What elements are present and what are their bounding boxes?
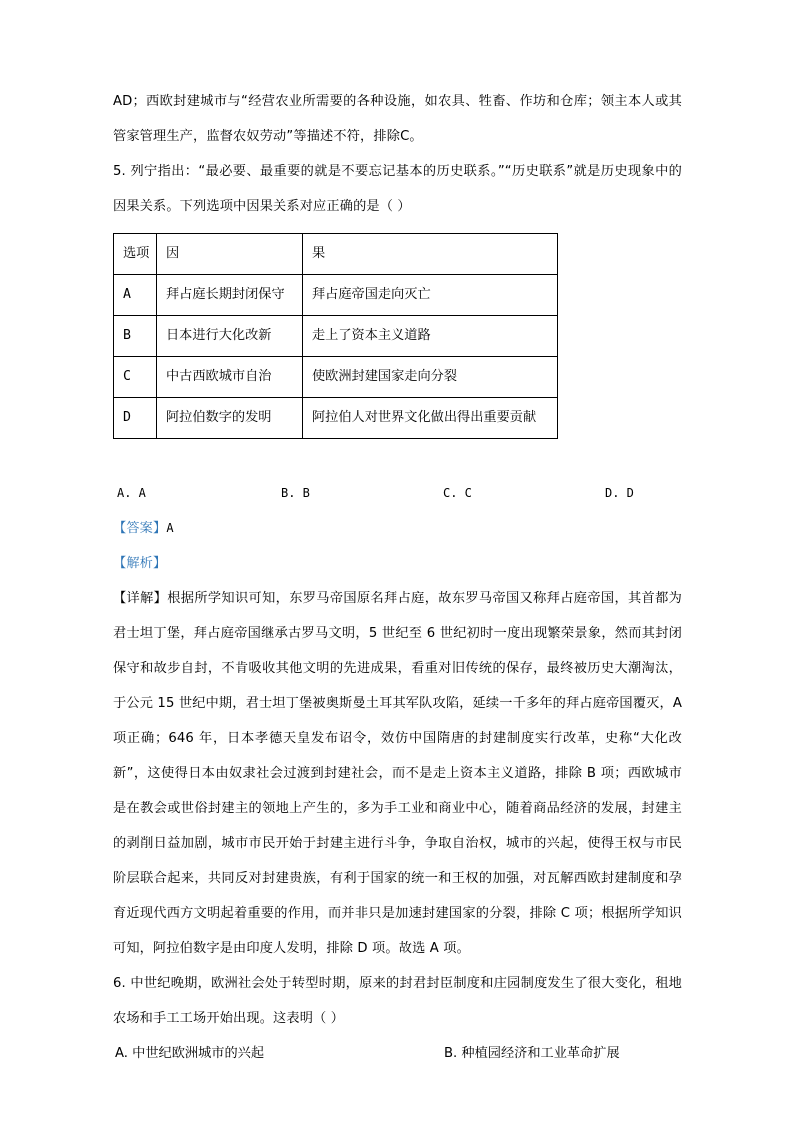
- question5-choice-a[interactable]: A. A: [117, 486, 146, 500]
- table-cell-effect: 走上了资本主义道路: [303, 316, 558, 357]
- question5-choices: [113, 476, 682, 511]
- detail-text: 根据所学知识可知，东罗马帝国原名拜占庭，故东罗马帝国又称拜占庭帝国，其首都为君士坦丁堡，拜占庭帝国继承古罗马文明，5 世纪至 6 世纪初时一度出现繁荣景象，然而其封闭保守和故步自封，不肯吸收其他文明的先进成果，看重对旧传统的保存，最终被历史大潮淘汰，于公元 15 世纪中期，君士坦丁堡被奥斯曼土耳其军队攻陷，延续一千多年的拜占庭帝国覆灭，A 项正确；646 年，日本孝德天皇发布诏令，效仿中国隋唐的封建制度实行改革，史称“大化改新”，这使得日本由奴隶社会过渡到封建社会，而不是走上资本主义道路，排除 B 项；西欧城市是在教会或世俗封建主的领地上产生的，多为手工业和商业中心，随着商品经济的发展，封建主的剥削日益加剧，城市市民开始于封建主进行斗争，争取自治权，城市的兴起，使得王权与市民阶层联合起来，共同反对封建贵族，有利于国家的统一和王权的加强，对瓦解西欧封建制度和孕育近现代西方文明起着重要的作用，而并非只是加速封建国家的分裂，排除 C 项；根据所学知识可知，阿拉伯数字是由印度人发明，排除 D 项。故选 A 项。: [113, 591, 682, 956]
- table-row: [114, 357, 558, 398]
- table-cell-cause: 中古西欧城市自治: [157, 357, 303, 398]
- continuation-paragraph: AD；西欧封建城市与“经营农业所需要的各种设施，如农具、牲畜、作坊和仓库；领主本人或其管家管理生产，监督农奴劳动”等描述不符，排除C。: [113, 94, 682, 144]
- table-bottom-spacer: [113, 439, 682, 476]
- cause-effect-table-wrapper: [113, 233, 682, 439]
- table-cell-cause: 日本进行大化改新: [157, 316, 303, 357]
- table-cell-cause: 拜占庭长期封闭保守: [157, 275, 303, 316]
- table-cell-option: C: [114, 357, 157, 398]
- question6-choices: [113, 1036, 682, 1071]
- table-cell-option: D: [114, 398, 157, 439]
- question6-choice-a[interactable]: A. 中世纪欧洲城市的兴起: [115, 1046, 265, 1061]
- detail-paragraph: [113, 581, 682, 966]
- question5-choice-c[interactable]: C. C: [443, 486, 472, 500]
- question5-choice-b[interactable]: B. B: [281, 486, 310, 500]
- table-row: [114, 275, 558, 316]
- table-row: [114, 316, 558, 357]
- question6-stem: 6. 中世纪晚期，欧洲社会处于转型时期，原来的封君封臣制度和庄园制度发生了很大变化，租地农场和手工工场开始出现。这表明（ ）: [113, 976, 682, 1026]
- table-header-option: 选项: [114, 234, 157, 275]
- table-cell-effect: 阿拉伯人对世界文化做出得出重要贡献: [303, 398, 558, 439]
- cause-effect-table: [113, 233, 558, 439]
- table-cell-cause: 阿拉伯数字的发明: [157, 398, 303, 439]
- answer-label: 【答案】: [113, 521, 167, 536]
- table-header-row: [114, 234, 558, 275]
- analysis-label: 【解析】: [113, 556, 167, 571]
- table-cell-option: A: [114, 275, 157, 316]
- question5-stem: 5. 列宁指出：“最必要、最重要的就是不要忘记基本的历史联系。”“历史联系”就是历史现象中的因果关系。下列选项中因果关系对应正确的是（ ）: [113, 164, 682, 214]
- question5-choice-d[interactable]: D. D: [605, 486, 634, 500]
- table-header-effect: 果: [303, 234, 558, 275]
- detail-label: 【详解】: [113, 591, 168, 606]
- table-header-cause: 因: [157, 234, 303, 275]
- answer-line: [113, 511, 682, 546]
- answer-value: A: [166, 521, 174, 535]
- table-row: [114, 398, 558, 439]
- question6-choice-b[interactable]: B. 种植园经济和工业革命扩展: [444, 1046, 620, 1061]
- table-cell-option: B: [114, 316, 157, 357]
- table-cell-effect: 拜占庭帝国走向灭亡: [303, 275, 558, 316]
- table-cell-effect: 使欧洲封建国家走向分裂: [303, 357, 558, 398]
